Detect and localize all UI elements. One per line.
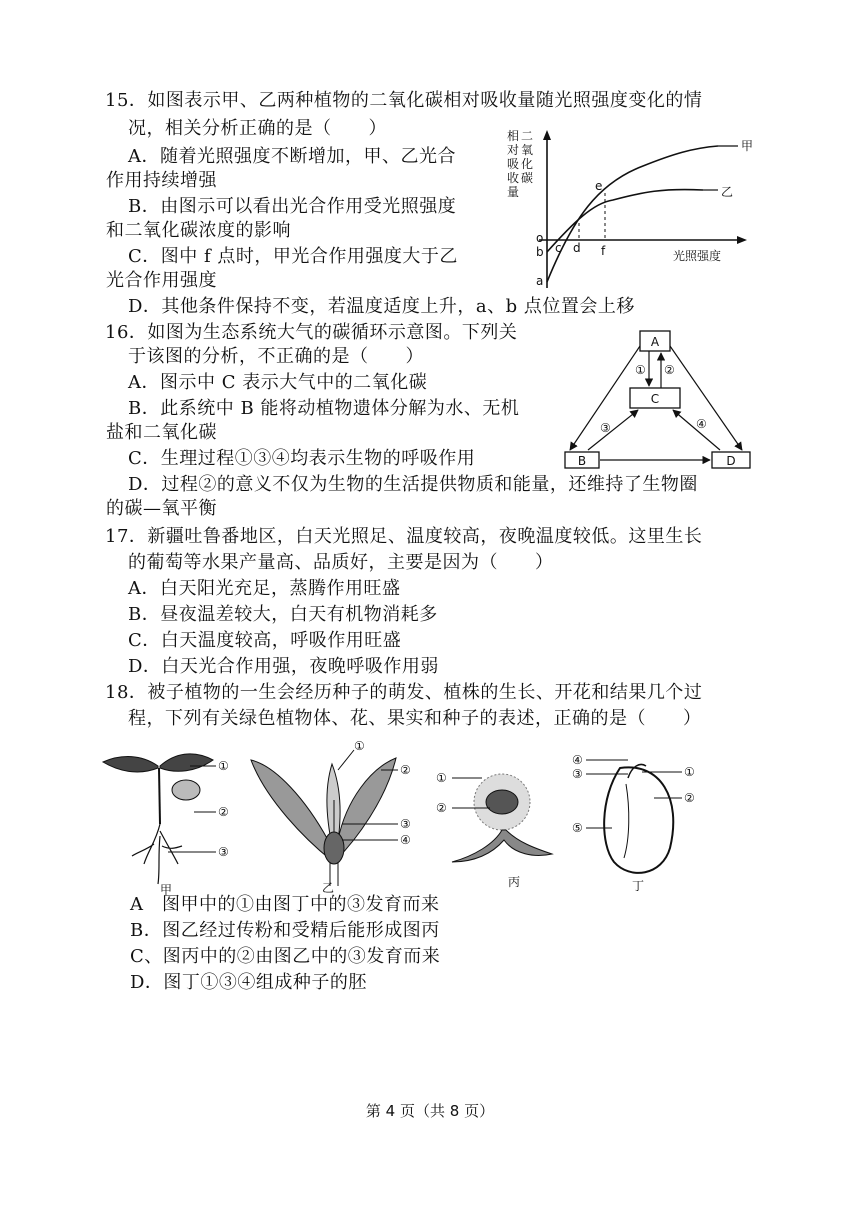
q18-stem-line2: 程，下列有关绿色植物体、花、果实和种子的表述，正确的是（ ） [128,708,702,729]
arrow-1-label: ① [635,363,646,377]
graph-curve-yi [547,189,703,252]
q15-photosynthesis-graph [503,128,753,293]
arrow-2-label: ② [664,363,675,377]
seed-label-5: ⑤ [572,821,583,835]
graph-x-arrow [737,236,747,244]
node-d-label: D [726,454,736,468]
seedling-stem [159,768,160,824]
q15-option-b-line2: 和二氧化碳浓度的影响 [106,220,291,241]
edge-a-d [670,346,742,450]
q17-option-c: C．白天温度较高，呼吸作用旺盛 [128,630,402,651]
graph-ylabel-7: 氧 [521,143,534,157]
q17-option-d: D．白天光合作用强，夜晚呼吸作用弱 [128,656,439,677]
seedling-label-3: ③ [218,845,229,859]
fruit-leaves [452,830,552,862]
node-b-label: B [577,454,587,468]
figure-label-yi: 乙 [322,881,335,895]
graph-ylabel-6: 二 [521,129,534,143]
arrow-4-label: ④ [696,417,707,431]
flower-petal-right [336,758,396,860]
q15-option-a-line2: 作用持续增强 [106,170,217,191]
seed-label-4: ④ [572,753,583,767]
seed-label-2: ② [684,791,695,805]
figure-label-bing: 丙 [508,875,521,889]
q18-figure-ding-seed [570,748,710,894]
q15-option-c-line2: 光合作用强度 [106,270,217,291]
fruit-seed [486,790,518,814]
q18-stem-line1: 18．被子植物的一生会经历种子的萌发、植株的生长、开花和结果几个过 [105,682,703,703]
flower-label-1: ① [354,740,365,753]
q18-figure-jia-seedling [98,746,248,896]
graph-ylabel-2: 对 [507,143,520,157]
q18-option-d: D．图丁①③④组成种子的胚 [130,972,367,993]
graph-ylabel-9: 碳 [521,171,534,185]
seedling-label-1: ① [218,759,229,773]
graph-point-b: b [536,245,544,259]
q17-option-a: A．白天阳光充足，蒸腾作用旺盛 [128,578,401,599]
seed-label-1: ① [684,765,695,779]
seed-label-3: ③ [572,767,583,781]
graph-point-d: d [573,241,581,255]
q18-option-c: C、图丙中的②由图乙中的③发育而来 [130,946,441,967]
seedling-cotyledon [172,780,200,800]
graph-point-e: e [595,179,603,193]
q15-stem-line2: 况，相关分析正确的是（ ） [128,118,387,139]
seedling-label-2: ② [218,805,229,819]
arrow-3-line [588,410,638,450]
seedling-leaf-left [103,757,158,772]
page-footer: 第 4 页（共 8 页） [365,1102,495,1120]
q17-option-b: B．昼夜温差较大，白天有机物消耗多 [128,604,438,625]
q16-option-b-line1: B．此系统中 B 能将动植物遗体分解为水、无机 [128,398,520,419]
q18-option-a: A 图甲中的①由图丁中的③发育而来 [130,894,440,915]
q16-option-b-line2: 盐和二氧化碳 [106,422,217,443]
fruit-label-1: ① [436,771,447,785]
q16-carbon-cycle-diagram [560,326,760,472]
graph-ylabel-8: 化 [521,157,534,171]
q17-stem-line2: 的葡萄等水果产量高、品质好，主要是因为（ ） [128,552,554,573]
node-a-label: A [650,335,660,349]
q15-option-d: D．其他条件保持不变，若温度适度上升，a、b 点位置会上移 [128,296,635,317]
graph-ylabel-3: 吸 [507,157,520,171]
graph-ylabel-1: 相 [507,129,520,143]
graph-xlabel: 光照强度 [673,249,722,263]
q16-stem-line2: 于该图的分析，不正确的是（ ） [128,346,424,367]
q18-option-b: B．图乙经过传粉和受精后能形成图丙 [130,920,440,941]
q15-stem-line1: 15．如图表示甲、乙两种植物的二氧化碳相对吸收量随光照强度变化的情 [105,90,703,111]
figure-label-jia: 甲 [160,883,173,896]
flower-ovary [324,832,344,864]
q18-figure-bing-fruit [434,758,564,890]
flower-label-2: ② [400,763,411,777]
arrow-3-label: ③ [600,421,611,435]
q15-option-c-line1: C．图中 f 点时，甲光合作用强度大于乙 [128,246,458,267]
q16-option-d-line1: D．过程②的意义不仅为生物的生活提供物质和能量，还维持了生物圈 [128,474,698,495]
graph-point-a: a [536,274,544,288]
graph-label-jia: 甲 [741,139,753,153]
q16-option-a: A．图示中 C 表示大气中的二氧化碳 [128,372,428,393]
q16-option-c: C．生理过程①③④均表示生物的呼吸作用 [128,448,476,469]
q18-figure-yi-flower [246,740,426,896]
flower-label-3: ③ [400,817,411,831]
graph-point-f: f [601,244,606,258]
seedling-roots [132,824,182,884]
seedling-leaf-right [160,754,213,771]
graph-point-c: c [555,241,562,255]
graph-point-o: o [536,231,544,245]
graph-y-arrow [543,130,551,140]
graph-ylabel-4: 收 [507,171,520,185]
flower-petal-left [251,760,331,860]
q17-stem-line1: 17．新疆吐鲁番地区，白天光照足、温度较高，夜晚温度较低。这里生长 [105,526,703,547]
figure-label-ding: 丁 [632,879,645,893]
graph-ylabel-5: 量 [507,185,520,199]
q15-option-a-line1: A．随着光照强度不断增加，甲、乙光合 [128,146,456,167]
flower-label-4: ④ [400,833,411,847]
graph-label-yi: 乙 [721,185,734,199]
q16-option-d-line2: 的碳—氧平衡 [106,498,217,519]
node-c-label: C [650,392,660,406]
flower-pointer-1 [338,750,354,770]
q16-stem-line1: 16．如图为生态系统大气的碳循环示意图。下列关 [105,322,518,343]
fruit-label-2: ② [436,801,447,815]
seed-coat [604,767,673,873]
q15-option-b-line1: B．由图示可以看出光合作用受光照强度 [128,196,457,217]
